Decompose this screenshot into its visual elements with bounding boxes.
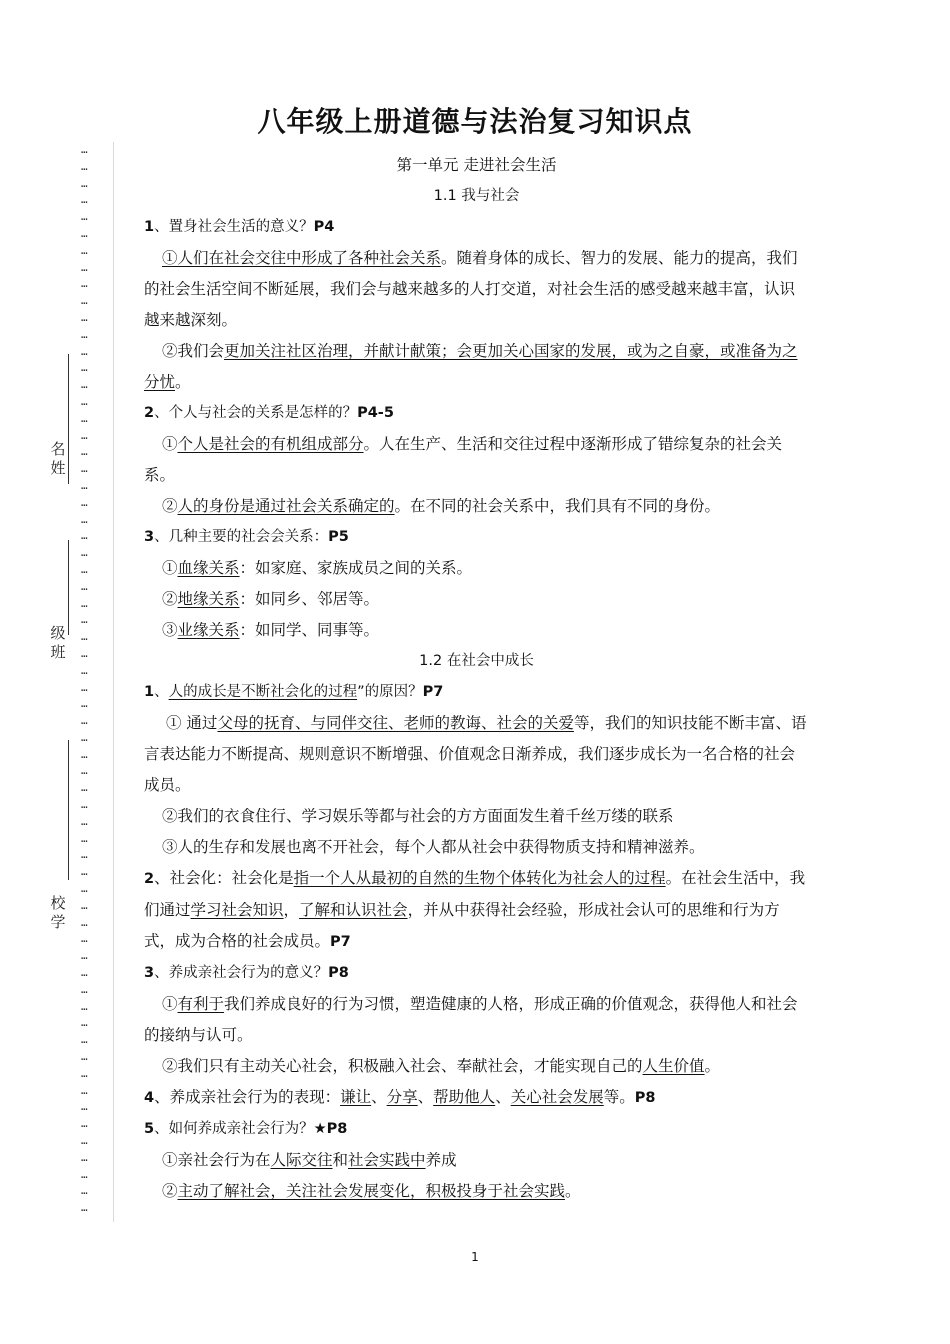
answer-paragraph: ③业缘关系：如同学、同事等。 (162, 621, 380, 639)
school-underline (68, 740, 69, 880)
question-heading: 5、如何养成亲社会行为？★P8 (144, 1121, 348, 1137)
answer-paragraph: ②我们只有主动关心社会，积极融入社会、奉献社会，才能实现自己的人生价值。 (162, 1057, 721, 1075)
answer-paragraph: ① 通过父母的抚育、与同伴交往、老师的教诲、社会的关爱等，我们的知识技能不断丰富、语言表达能力不断提高、规则意识不断增强、价值观念日渐养成，我们逐步成长为一名合格的社会成员。 (144, 714, 807, 794)
question-heading: 3、几种主要的社会会关系：P5 (144, 529, 349, 545)
binding-margin (35, 142, 114, 1222)
answer-paragraph: ②我们的衣食住行、学习娱乐等都与社会的方方面面发生着千丝万缕的联系 (162, 807, 674, 825)
document-title: 八年级上册道德与法治复习知识点 (257, 105, 693, 138)
answer-paragraph: ③人的生存和发展也离不开社会，每个人都从社会中获得物质支持和精神滋养。 (162, 838, 705, 856)
class-underline (68, 540, 69, 635)
question-heading: 3、养成亲社会行为的意义？P8 (144, 965, 349, 981)
answer-paragraph: ①人们在社会交往中形成了各种社会关系。随着身体的成长、智力的发展、能力的提高，我们的社会生活空间不断延展，我们会与越来越多的人打交道，对社会生活的感受越来越丰富，认识越来越深刻。 (144, 249, 798, 329)
document-body (144, 150, 809, 1207)
page-number: 1 (471, 1250, 479, 1264)
name-label: 名姓 (50, 440, 66, 477)
class-label: 级班 (50, 624, 66, 661)
question-paragraph: 4、养成亲社会行为的表现：谦让、分享、帮助他人、关心社会发展等。P8 (144, 1088, 656, 1106)
question-paragraph: 2、社会化：社会化是指一个人从最初的自然的生物个体转化为社会人的过程。在社会生活中，我们通过学习社会知识，了解和认识社会，并从中获得社会经验，形成社会认可的思维和行为方式，成为合格的社会成员。P7 (144, 869, 806, 950)
star-icon: ★ (313, 1121, 327, 1137)
answer-paragraph: ①有利于我们养成良好的行为习惯，塑造健康的人格，形成正确的价值观念，获得他人和社会的接纳与认可。 (144, 995, 798, 1044)
question-heading: 1、置身社会生活的意义？P4 (144, 219, 335, 235)
answer-paragraph: ②人的身份是通过社会关系确定的。在不同的社会关系中，我们具有不同的身份。 (162, 497, 721, 515)
answer-paragraph: ②我们会更加关注社区治理，并献计献策；会更加关心国家的发展，或为之自豪，或准备为之分忧。 (144, 342, 798, 391)
school-label: 校学 (50, 894, 66, 931)
answer-paragraph: ①个人是社会的有机组成部分。人在生产、生活和交往过程中逐渐形成了错综复杂的社会关系。 (144, 435, 783, 484)
answer-paragraph: ①血缘关系：如家庭、家族成员之间的关系。 (162, 559, 473, 577)
answer-paragraph: ②主动了解社会，关注社会发展变化，积极投身于社会实践。 (162, 1182, 581, 1200)
answer-paragraph: ①亲社会行为在人际交往和社会实践中养成 (162, 1151, 457, 1169)
name-underline (68, 354, 69, 484)
unit-heading: 第一单元 走进社会生活 (396, 156, 557, 174)
lesson-heading-1-1: 1.1 我与社会 (433, 188, 520, 204)
question-heading: 2、个人与社会的关系是怎样的？P4-5 (144, 405, 394, 421)
question-heading: 1、人的成长是不断社会化的过程”的原因？P7 (144, 684, 444, 700)
answer-paragraph: ②地缘关系：如同乡、邻居等。 (162, 590, 380, 608)
dotted-cut-line: … … … … … … … … … … … … … … … … … … … … … … … … … … … … … … … … … … … … … … … … … … … … … … … … … … … … … … … … … … … … … … … … (81, 143, 88, 1215)
lesson-heading-1-2: 1.2 在社会中成长 (419, 653, 534, 669)
